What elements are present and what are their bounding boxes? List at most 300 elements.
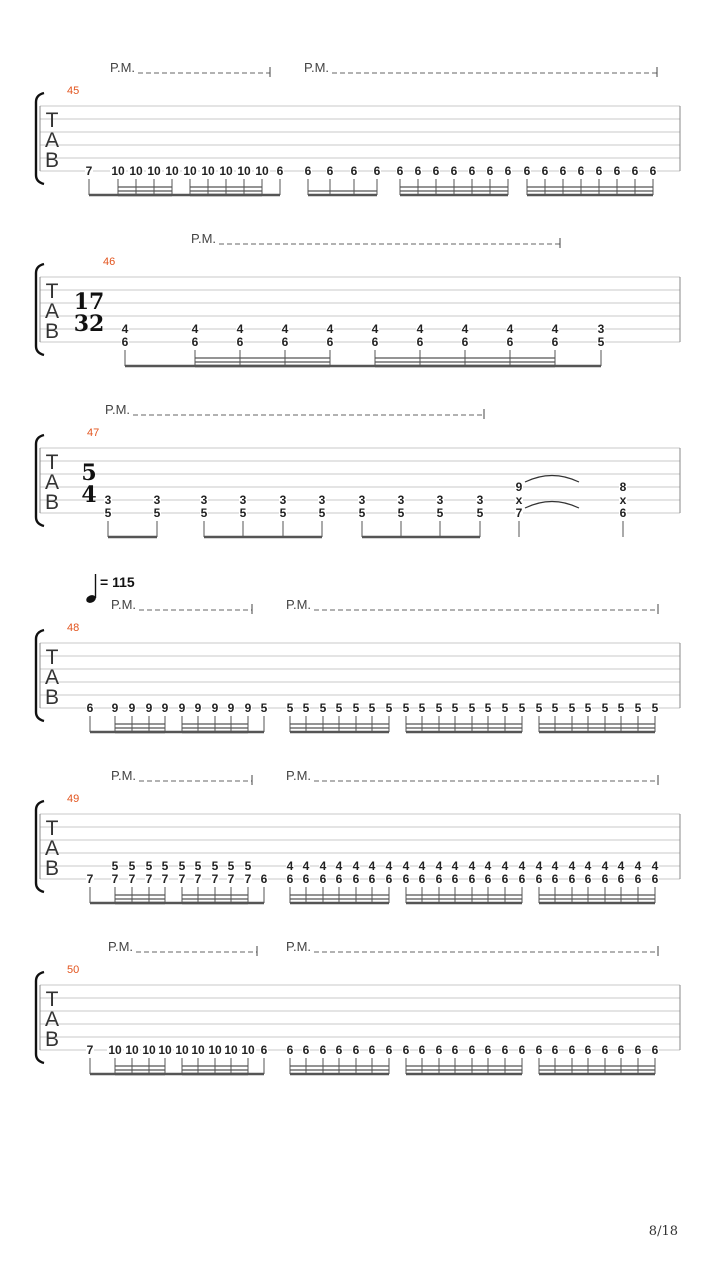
note [350,164,358,195]
fret-number: 7 [227,872,235,886]
fret-number: 6 [551,872,559,886]
note [211,701,219,732]
fret-number: 4 [435,859,443,873]
note [451,701,459,732]
bar-number: 49 [67,793,80,805]
fret-number: 4 [418,859,426,873]
palm-mute [286,939,658,956]
fret-number: 4 [535,859,543,873]
fret-number: 6 [595,164,603,178]
fret-number: 6 [617,1043,625,1057]
note [352,1043,360,1074]
fret-number: 6 [518,1043,526,1057]
note [260,701,268,732]
fret-number: 10 [219,164,233,178]
fret-number: 4 [121,322,129,336]
fret-number: 4 [402,859,410,873]
note [559,164,567,195]
fret-number: 6 [335,1043,343,1057]
fret-number: 6 [352,1043,360,1057]
fret-number: 6 [535,872,543,886]
note [86,701,94,732]
note [319,859,327,903]
note [190,1043,206,1074]
tab-letter-b: B [44,320,60,343]
note [244,859,252,903]
fret-number: 5 [128,859,136,873]
fret-number: 8 [619,480,627,494]
fret-number: 6 [484,872,492,886]
fret-number: 4 [617,859,625,873]
palm-mute [286,597,658,614]
fret-number: 6 [634,1043,642,1057]
fret-number: 6 [402,1043,410,1057]
note [450,164,458,195]
fret-number: 6 [451,1043,459,1057]
time-signature-top: 17 [73,289,105,315]
fret-number: 4 [568,859,576,873]
note [402,701,410,732]
note [85,164,93,195]
fret-number: 6 [281,335,289,349]
measure-45 [36,60,680,195]
fret-number: 5 [111,859,119,873]
fret-number: 4 [651,859,659,873]
note [397,493,405,537]
fret-number: 9 [128,701,136,715]
page-number-label: 8/18 [648,1224,678,1239]
fret-number: 5 [286,701,294,715]
fret-number: 6 [501,872,509,886]
note [304,164,312,195]
fret-number: 5 [476,506,484,520]
fret-number: 6 [577,164,585,178]
fret-number: 6 [260,1043,268,1057]
fret-number: 6 [651,872,659,886]
tab-letter-t: T [45,109,59,132]
fret-number: 7 [194,872,202,886]
fret-number: 4 [326,322,334,336]
measure-46 [36,231,680,366]
note [501,701,509,732]
fret-number: 5 [397,506,405,520]
note [286,1043,294,1074]
palm-mute-label: P.M. [191,231,217,246]
note [157,1043,173,1074]
palm-mute-label: P.M. [286,597,312,612]
fret-number: 6 [326,164,334,178]
fret-number: 7 [128,872,136,886]
fret-number: 4 [468,859,476,873]
fret-number: 6 [286,1043,294,1057]
tab-letter-a: A [44,837,60,860]
fret-number: 6 [286,872,294,886]
fret-number: 10 [208,1043,222,1057]
fret-number: 6 [236,335,244,349]
note [432,164,440,195]
note [501,859,509,903]
palm-mute-label: P.M. [286,768,312,783]
note [178,859,186,903]
note [515,480,523,537]
note [651,1043,659,1074]
fret-number: 6 [559,164,567,178]
note [651,701,659,732]
palm-mute [110,60,270,77]
fret-number: 5 [617,701,625,715]
fret-number: 5 [368,701,376,715]
note [227,859,235,903]
note [634,1043,642,1074]
fret-number: 10 [183,164,197,178]
fret-number: 3 [397,493,405,507]
note [161,701,169,732]
fret-number: 6 [368,872,376,886]
fret-number: 9 [194,701,202,715]
fret-number: 6 [617,872,625,886]
fret-number: 7 [111,872,119,886]
fret-number: 6 [302,1043,310,1057]
note [486,164,494,195]
fret-number: 9 [111,701,119,715]
fret-number: 6 [619,506,627,520]
fret-number: 6 [568,872,576,886]
note [506,322,514,366]
note [584,701,592,732]
fret-number: 5 [260,701,268,715]
palm-mute [108,939,257,956]
tab-letter-a: A [44,471,60,494]
note [551,859,559,903]
fret-number: 6 [319,1043,327,1057]
note [402,1043,410,1074]
fret-number: 3 [200,493,208,507]
palm-mute-label: P.M. [110,60,136,75]
palm-mute-label: P.M. [108,939,134,954]
note [373,164,381,195]
note [368,859,376,903]
fret-number: 5 [145,859,153,873]
note [335,701,343,732]
fret-number: 6 [352,872,360,886]
note [595,164,603,195]
fret-number: 6 [432,164,440,178]
tab-letter-b: B [44,491,60,514]
note [518,1043,526,1074]
fret-number: 5 [451,701,459,715]
fret-number: 4 [551,859,559,873]
fret-number: 6 [121,335,129,349]
fret-number: 5 [584,701,592,715]
fret-number: 5 [358,506,366,520]
tie [525,502,579,509]
note [484,859,492,903]
note [326,322,334,366]
note [418,1043,426,1074]
fret-number: 10 [111,164,125,178]
fret-number: 4 [484,859,492,873]
note [651,859,659,903]
palm-mute-label: P.M. [111,597,137,612]
palm-mute-label: P.M. [286,939,312,954]
fret-number: 5 [279,506,287,520]
note [236,164,252,195]
note [597,322,605,366]
note [200,493,208,537]
fret-number: 4 [385,859,393,873]
tempo-value: = 115 [100,574,135,590]
fret-number: 6 [541,164,549,178]
fret-number: 5 [239,506,247,520]
tab-letter-a: A [44,129,60,152]
note [631,164,639,195]
fret-number: 9 [211,701,219,715]
fret-number: 6 [468,872,476,886]
note [601,859,609,903]
fret-number: 10 [201,164,215,178]
fret-number: 5 [335,701,343,715]
note [371,322,379,366]
bar-number: 45 [67,85,80,97]
note [128,859,136,903]
fret-number: 6 [535,1043,543,1057]
note [218,164,234,195]
note [191,322,199,366]
note [244,701,252,732]
fret-number: 3 [279,493,287,507]
note [476,493,484,537]
note [535,859,543,903]
note [484,701,492,732]
fret-number: 5 [634,701,642,715]
note [451,859,459,903]
note [634,859,642,903]
fret-number: 5 [227,859,235,873]
fret-number: 5 [518,701,526,715]
tab-letter-t: T [45,280,59,303]
bar-number: 46 [103,256,116,268]
fret-number: 10 [224,1043,238,1057]
note [535,1043,543,1074]
note [286,859,294,903]
note [286,701,294,732]
fret-number: 6 [418,872,426,886]
fret-number: 3 [358,493,366,507]
fret-number: 6 [501,1043,509,1057]
note [568,859,576,903]
fret-number: 6 [634,872,642,886]
fret-number: 7 [211,872,219,886]
time-signature-bottom: 32 [73,311,105,337]
palm-mute-label: P.M. [111,768,137,783]
fret-number: 6 [416,335,424,349]
fret-number: 4 [368,859,376,873]
fret-number: 4 [352,859,360,873]
palm-mute [304,60,657,77]
note [501,1043,509,1074]
fret-number: 5 [418,701,426,715]
note [368,1043,376,1074]
measure-49 [36,768,680,903]
fret-number: 10 [125,1043,139,1057]
fret-number: 6 [523,164,531,178]
note [535,701,543,732]
fret-number: 5 [468,701,476,715]
fret-number: 6 [568,1043,576,1057]
note [281,322,289,366]
fret-number: 6 [302,872,310,886]
fret-number: 6 [335,872,343,886]
fret-number: 10 [158,1043,172,1057]
note [649,164,657,195]
fret-number: 5 [651,701,659,715]
fret-number: 6 [584,1043,592,1057]
note [368,701,376,732]
fret-number: 5 [161,859,169,873]
note [207,1043,223,1074]
fret-number: 3 [476,493,484,507]
fret-number: 6 [506,335,514,349]
note [302,859,310,903]
tie [525,476,579,483]
bar-number: 50 [67,964,80,976]
fret-number: 5 [153,506,161,520]
fret-number: 6 [371,335,379,349]
fret-number: 4 [584,859,592,873]
fret-number: 6 [418,1043,426,1057]
fret-number: x [619,493,627,507]
note [161,859,169,903]
time-signature-top: 5 [81,460,97,486]
fret-number: 7 [178,872,186,886]
note [451,1043,459,1074]
note [435,1043,443,1074]
note [240,1043,256,1074]
tab-letter-t: T [45,817,59,840]
fret-number: 4 [371,322,379,336]
fret-number: 7 [515,506,523,520]
fret-number: 7 [161,872,169,886]
tab-letter-t: T [45,988,59,1011]
note [402,859,410,903]
time-signature-bottom: 4 [81,482,97,508]
note [385,701,393,732]
fret-number: 5 [501,701,509,715]
note [211,859,219,903]
note [121,322,129,366]
note [613,164,621,195]
fret-number: 6 [396,164,404,178]
fret-number: 4 [286,859,294,873]
fret-number: 10 [237,164,251,178]
note [239,493,247,537]
fret-number: 6 [551,1043,559,1057]
note [104,493,112,537]
note [182,164,198,195]
note [326,164,334,195]
fret-number: 6 [613,164,621,178]
fret-number: 5 [535,701,543,715]
note [174,1043,190,1074]
note [236,322,244,366]
note [86,1043,94,1074]
note [634,701,642,732]
fret-number: 4 [518,859,526,873]
fret-number: 6 [584,872,592,886]
note [145,701,153,732]
note [468,1043,476,1074]
note [619,480,627,537]
fret-number: 4 [461,322,469,336]
fret-number: 6 [601,1043,609,1057]
fret-number: 6 [435,1043,443,1057]
note [418,859,426,903]
tab-letter-a: A [44,300,60,323]
fret-number: 5 [551,701,559,715]
note [111,701,119,732]
note [335,859,343,903]
fret-number: 4 [601,859,609,873]
fret-number: 6 [484,1043,492,1057]
fret-number: 3 [104,493,112,507]
fret-number: 10 [142,1043,156,1057]
note [111,859,119,903]
note [319,701,327,732]
fret-number: 5 [200,506,208,520]
fret-number: 4 [319,859,327,873]
note [358,493,366,537]
note [153,493,161,537]
tab-letter-b: B [44,149,60,172]
fret-number: 4 [416,322,424,336]
fret-number: 3 [239,493,247,507]
fret-number: 6 [373,164,381,178]
note [577,164,585,195]
fret-number: 5 [104,506,112,520]
note [86,872,94,903]
fret-number: 5 [244,859,252,873]
note [418,701,426,732]
note [551,1043,559,1074]
palm-mute [191,231,560,248]
note [601,701,609,732]
fret-number: 6 [326,335,334,349]
note [416,322,424,366]
fret-number: 4 [335,859,343,873]
note [352,859,360,903]
note [584,1043,592,1074]
fret-number: 3 [436,493,444,507]
fret-number: 6 [551,335,559,349]
fret-number: 6 [504,164,512,178]
note [617,701,625,732]
fret-number: 6 [651,1043,659,1057]
fret-number: 6 [468,164,476,178]
note [318,493,326,537]
fret-number: 6 [468,1043,476,1057]
fret-number: 7 [145,872,153,886]
fret-number: 9 [244,701,252,715]
note [335,1043,343,1074]
fret-number: 5 [597,335,605,349]
note [551,701,559,732]
fret-number: x [515,493,523,507]
note [523,164,531,195]
fret-number: 5 [178,859,186,873]
note [601,1043,609,1074]
note [414,164,422,195]
fret-number: 5 [484,701,492,715]
